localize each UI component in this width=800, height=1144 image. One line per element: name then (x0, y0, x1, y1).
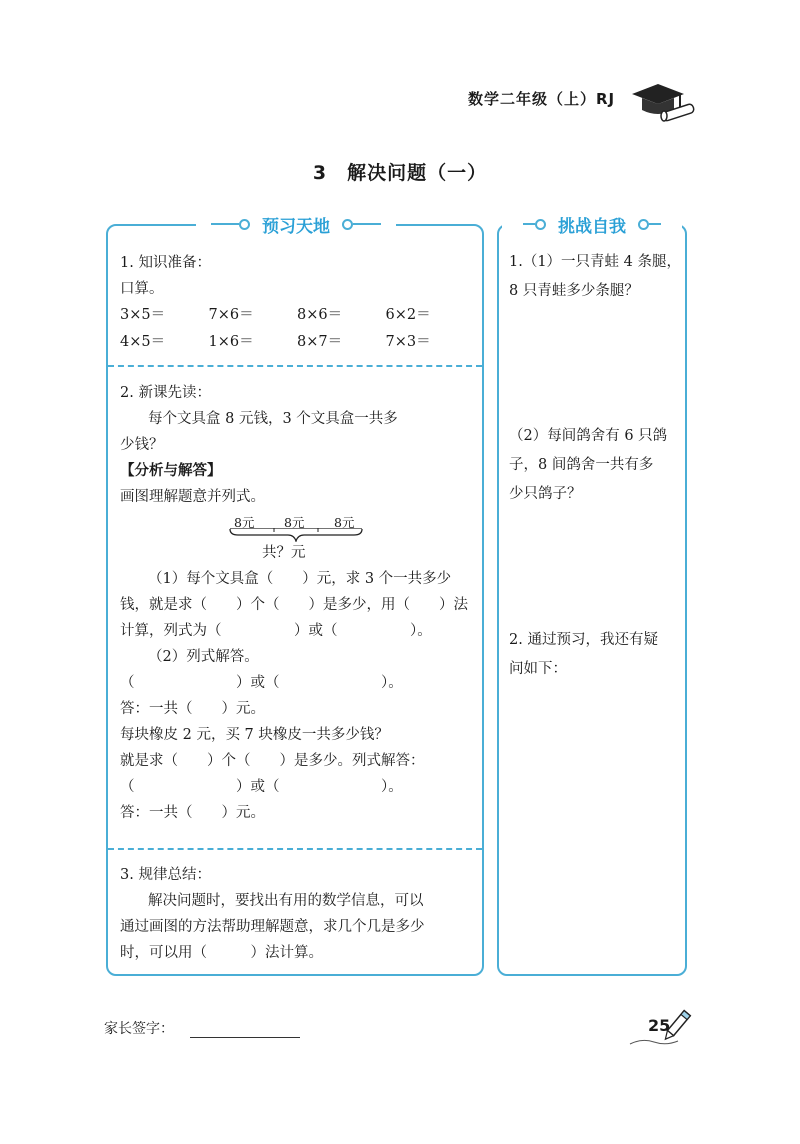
fill-in-text: 计算，列式为（ ）或（ ）。 (120, 623, 432, 639)
answer-text: 答：一共（ ）元。 (120, 805, 265, 821)
diagram-label: 8元 (234, 515, 255, 530)
calc-item: 7×6＝ (208, 307, 254, 323)
calc-item: 3×5＝ (120, 307, 166, 323)
lesson-number: 3 (312, 162, 328, 184)
fill-in-text: （ ）或（ ）。 (120, 675, 403, 691)
problem-text: 每个文具盒 8 元钱，3 个文具盒一共多 (148, 411, 398, 427)
section-summary (120, 862, 474, 966)
challenge-q1 (509, 248, 681, 306)
book-header: 数学二年级（上）RJ (468, 90, 616, 108)
section-heading: 3. 规律总结： (120, 867, 211, 883)
calc-item: 1×6＝ (208, 334, 254, 350)
banner-dot-right (342, 219, 353, 230)
banner-line-left (523, 223, 535, 225)
banner-dot-right (638, 219, 649, 230)
challenge-text: 少只鸽子？ (509, 486, 582, 502)
page-number: 25 (648, 1016, 671, 1035)
challenge-banner (502, 209, 682, 239)
parent-signature-label: 家长签字： (104, 1021, 174, 1037)
diagram-label: 8元 (334, 515, 355, 530)
challenge-text: 问如下： (509, 661, 567, 677)
banner-dot-left (535, 219, 546, 230)
calc-item: 4×5＝ (120, 334, 166, 350)
calc-row (120, 302, 474, 329)
calc-item: 8×6＝ (297, 307, 343, 323)
fill-in-text: （1）每个文具盒（ ）元，求 3 个一共多少 (148, 571, 452, 587)
section-subheading: 口算。 (120, 281, 164, 297)
banner-line-left (211, 223, 239, 225)
summary-text: 时，可以用（ ）法计算。 (120, 945, 323, 961)
calc-item: 7×3＝ (385, 334, 431, 350)
fill-in-text: （2）列式解答。 (148, 649, 259, 665)
section-divider (108, 848, 482, 850)
problem-text: 少钱？ (120, 437, 164, 453)
preview-banner (196, 209, 396, 239)
diagram-label: 8元 (284, 515, 305, 530)
answer-text: 答：一共（ ）元。 (120, 701, 265, 717)
challenge-q2 (509, 422, 681, 509)
challenge-text: （2）每间鸽舍有 6 只鸽 (509, 428, 668, 444)
calc-item: 8×7＝ (297, 334, 343, 350)
challenge-frame (497, 224, 687, 976)
lesson-title: 解决问题（一） (347, 162, 488, 184)
summary-text: 通过画图的方法帮助理解题意，求几个几是多少 (120, 919, 425, 935)
banner-line-right (649, 223, 661, 225)
diagram-total: 共？元 (262, 545, 306, 561)
calc-item: 6×2＝ (385, 307, 431, 323)
signature-line (190, 1037, 300, 1038)
challenge-q3 (509, 626, 681, 684)
graduation-cap-icon (628, 80, 698, 124)
preview-banner-label: 预习天地 (262, 216, 330, 237)
section-heading: 2. 新课先读： (120, 385, 211, 401)
challenge-text: 8 只青蛙多少条腿？ (509, 283, 639, 299)
section-divider (108, 365, 482, 367)
section-new-lesson (120, 380, 474, 826)
instruction-text: 画图理解题意并列式。 (120, 489, 265, 505)
banner-line-right (353, 223, 381, 225)
challenge-text: 2. 通过预习，我还有疑 (509, 632, 658, 648)
section-heading: 1. 知识准备： (120, 255, 211, 271)
challenge-text: 1.（1）一只青蛙 4 条腿， (509, 254, 682, 270)
problem-text: 每块橡皮 2 元，买 7 块橡皮一共多少钱？ (120, 727, 389, 743)
section-knowledge-prep (120, 250, 474, 356)
fill-in-text: 就是求（ ）个（ ）是多少。列式解答： (120, 753, 425, 769)
brace-diagram (228, 510, 368, 566)
challenge-text: 子，8 间鸽舍一共有多 (509, 457, 654, 473)
analysis-heading: 【分析与解答】 (120, 463, 222, 479)
fill-in-text: （ ）或（ ）。 (120, 779, 403, 795)
banner-dot-left (239, 219, 250, 230)
calc-row (120, 329, 474, 356)
summary-text: 解决问题时，要找出有用的数学信息，可以 (148, 893, 424, 909)
page-title (0, 158, 800, 185)
challenge-banner-label: 挑战自我 (558, 216, 626, 237)
fill-in-text: 钱，就是求（ ）个（ ）是多少，用（ ）法 (120, 597, 468, 613)
